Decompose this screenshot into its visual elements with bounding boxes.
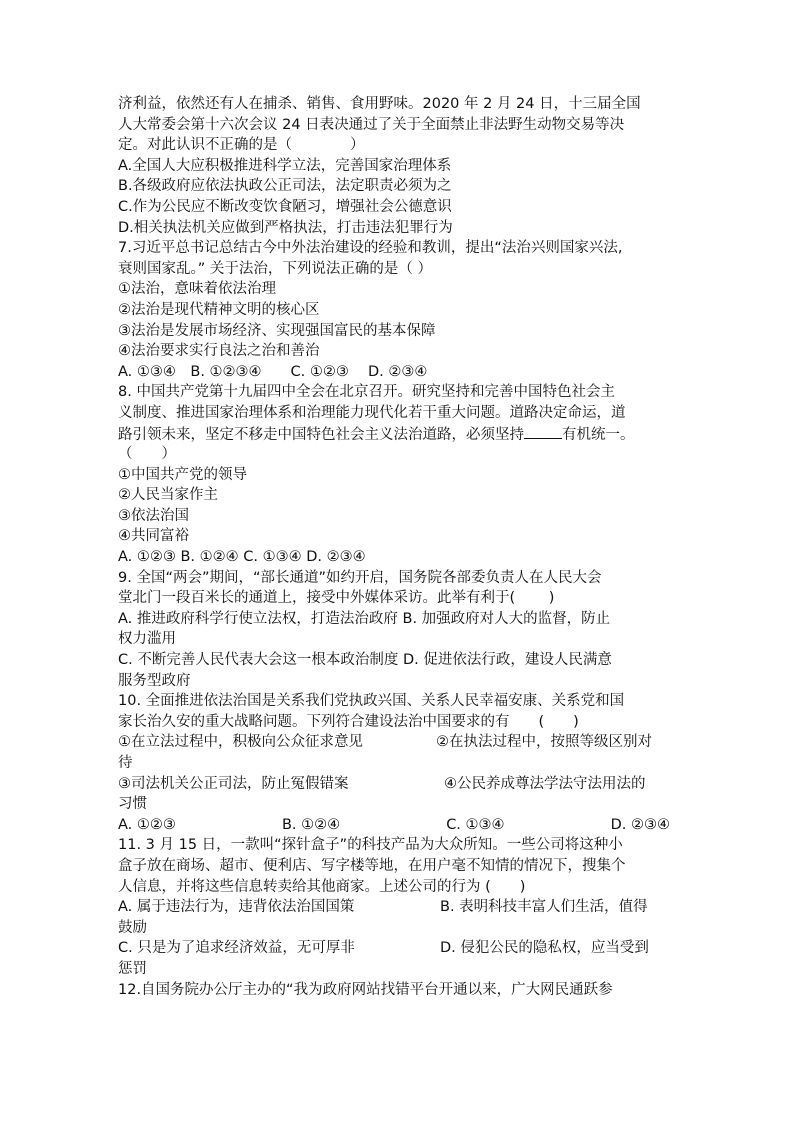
option-a: A.全国人大应积极推进科学立法，完善国家治理体系 xyxy=(118,157,452,174)
question-6 xyxy=(118,94,678,238)
option-ab: A. 推进政府科学行使立法权，打造法治政府 B. 加强政府对人大的监督，防止 xyxy=(118,610,611,627)
statement-2: ②在执法过程中，按照等级区别对 xyxy=(436,734,652,751)
question-text: 盒子放在商场、超市、便利店、写字楼等地，在用户毫不知情的情况下，搜集个 xyxy=(118,857,626,874)
statement-1: ①中国共产党的领导 xyxy=(118,466,247,483)
option-d: D. ②③④ xyxy=(610,816,670,833)
question-text: 7.习近平总书记总结古今中外法治建设的经验和教训，提出“法治兴则国家兴法, xyxy=(118,240,623,257)
statement-row xyxy=(118,774,678,795)
statement-row xyxy=(118,732,678,753)
statement-2-continued: 待 xyxy=(118,755,133,771)
statement-4: ④共同富裕 xyxy=(118,528,189,545)
question-11 xyxy=(118,835,678,979)
statement-3: ③法治是发展市场经济、实现强国富民的基本保障 xyxy=(118,322,436,339)
question-7 xyxy=(118,238,678,382)
answer-options: A. ①②③ B. ①②④ C. ①③④ D. ②③④ xyxy=(118,549,366,566)
question-text-part: 有机统一。 xyxy=(562,426,635,443)
question-text: 人大常委会第十六次会议 24 日表决通过了关于全面禁止非法野生动物交易等决 xyxy=(118,116,625,133)
statement-1: ①在立法过程中，积极向公众征求意见 xyxy=(118,734,363,751)
option-b-continued: 鼓励 xyxy=(118,919,147,936)
option-row xyxy=(118,938,678,959)
statement-4-continued: 习惯 xyxy=(118,796,147,813)
question-text: 家长治久安的重大战略问题。下列符合建设法治中国要求的有 ( ) xyxy=(118,713,579,730)
question-12 xyxy=(118,980,678,1001)
option-cd: C. 不断完善人民代表大会这一根本政治制度 D. 促进依法行政，建设人民满意 xyxy=(118,652,612,669)
option-c: C.作为公民应不断改变饮食陋习，增强社会公德意识 xyxy=(118,198,452,215)
statement-4: ④法治要求实行良法之治和善治 xyxy=(118,343,320,360)
question-text: 12.自国务院办公厅主办的“我为政府网站找错平台开通以来，广大网民通跃参 xyxy=(118,981,613,998)
question-text: 人信息，并将这些信息转卖给其他商家。上述公司的行为 ( ) xyxy=(118,878,526,895)
option-c: C. ①③④ xyxy=(446,816,505,833)
option-c: C. 只是为了追求经济效益，无可厚非 xyxy=(118,940,355,957)
question-text: 10. 全面推进依法治国是关系我们党执政兴国、关系人民幸福安康、关系党和国 xyxy=(118,693,625,710)
question-text: 堂北门一段百米长的通道上，接受中外媒体采访。此举有利于( ) xyxy=(118,590,555,607)
statement-1: ①法治，意味着依法治理 xyxy=(118,281,276,298)
question-text: 8. 中国共产党第十九届四中全会在北京召开。研究坚持和完善中国特色社会主 xyxy=(118,384,615,401)
answer-bracket: （ ） xyxy=(118,446,176,463)
exam-page xyxy=(118,94,678,1000)
option-d-continued: 惩罚 xyxy=(118,960,147,977)
statement-2: ②人民当家作主 xyxy=(118,487,218,504)
statement-2: ②法治是现代精神文明的核心区 xyxy=(118,301,320,318)
question-text: 义制度、推进国家治理体系和治理能力现代化若干重大问题。道路决定命运，道 xyxy=(118,404,626,421)
option-b: B. 表明科技丰富人们生活，值得 xyxy=(440,899,648,916)
option-d: D. 侵犯公民的隐私权，应当受到 xyxy=(440,940,649,957)
answer-options: A. ①③④ B. ①②③④ C. ①②③ D. ②③④ xyxy=(118,363,428,380)
question-10 xyxy=(118,691,678,835)
option-b: B. ①②④ xyxy=(281,816,341,833)
statement-3: ③依法治国 xyxy=(118,507,189,524)
option-row xyxy=(118,897,678,918)
fill-blank xyxy=(524,424,562,439)
question-text xyxy=(118,424,678,445)
option-b: B.各级政府应依法执政公正司法，法定职责必须为之 xyxy=(118,178,452,195)
option-d: D.相关执法机关应做到严格执法，打击违法犯罪行为 xyxy=(118,219,453,236)
question-text: 9. 全国“两会”期间，“部长通道”如约开启，国务院各部委负责人在人民大会 xyxy=(118,569,602,586)
option-d-continued: 服务型政府 xyxy=(118,672,191,689)
question-text-part: 路引领未来，坚定不移走中国特色社会主义法治道路，必须坚持 xyxy=(118,426,524,443)
statement-3: ③司法机关公正司法，防止冤假错案 xyxy=(118,775,349,792)
question-text: 衰则国家乱。” 关于法治，下列说法正确的是（ ） xyxy=(118,260,432,277)
question-text: 济利益，依然还有人在捕杀、销售、食用野味。2020 年 2 月 24 日，十三届全国 xyxy=(118,96,641,112)
answer-options xyxy=(118,815,670,836)
question-text: 11. 3 月 15 日，一款叫“探针盒子”的科技产品为大众所知。一些公司将这种小 xyxy=(118,837,623,854)
question-9 xyxy=(118,568,678,692)
option-a: A. 属于违法行为，违背依法治国国策 xyxy=(118,899,355,916)
question-8 xyxy=(118,382,678,567)
question-text: 定。对此认识不正确的是（ ） xyxy=(118,137,365,154)
option-a: A. ①②③ xyxy=(118,816,176,833)
statement-4: ④公民养成尊法学法守法用法的 xyxy=(444,775,646,792)
option-b-continued: 权力滥用 xyxy=(118,631,176,648)
